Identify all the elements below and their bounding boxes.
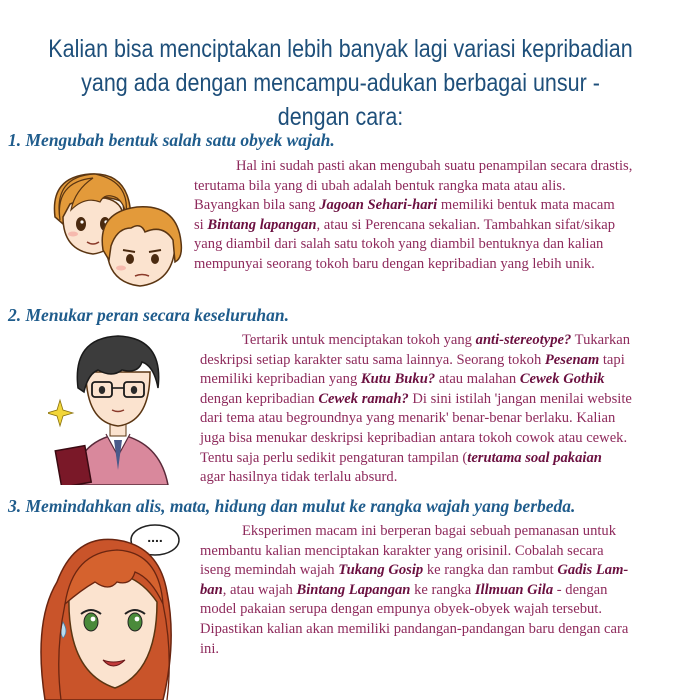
paragraph-line	[194, 157, 632, 177]
text-segment: agar hasilnya tidak terlalu absurd.	[200, 469, 398, 486]
text-segment: Bayangkan bila sang	[194, 197, 320, 214]
text-segment: Tukarkan	[571, 332, 631, 348]
paragraph-line	[200, 331, 632, 351]
text-segment: membantu kalian menciptakan karakter yang orisinil. Cobalah secara	[200, 542, 604, 559]
paragraph-line	[200, 620, 628, 640]
title-line-1: Kalian bisa menciptakan lebih banyak lagi variasi kepribadian	[48, 35, 633, 63]
paragraph-line	[194, 235, 632, 255]
highlighted-term: Illmuan Gila	[474, 581, 554, 598]
highlighted-term: Bintang Lapangan	[296, 581, 411, 598]
text-segment: , atau si Perencana sekalian. Tambahkan sifat/sikap	[316, 216, 616, 233]
paragraph-line	[200, 468, 632, 488]
text-segment: dari tema atau begroundnya yang menarik' benar-benar berlaku. Kalian	[200, 410, 616, 427]
text-segment: atau malahan	[435, 371, 520, 388]
text-segment: iseng memindah wajah	[200, 562, 339, 579]
highlighted-term: ban	[200, 581, 223, 598]
text-segment: Hal ini sudah pasti akan mengubah suatu penampilan secara drastis,	[236, 158, 633, 174]
highlighted-term: Cewek Gothik	[519, 371, 605, 388]
highlighted-term: terutama soal pakaian	[467, 449, 602, 466]
paragraph-line	[194, 177, 632, 197]
text-segment: ke rangka	[410, 581, 475, 598]
text-segment: yang diambil dari salah satu tokoh yang diambil bentuknya dan kalian	[194, 236, 604, 253]
highlighted-term: Tukang Gosip	[338, 562, 424, 579]
highlighted-term: Cewek ramah?	[318, 390, 409, 407]
text-segment: mempunyai seorang tokoh baru dengan kepribadian yang lebih unik.	[194, 255, 595, 272]
paragraph-line	[200, 370, 632, 390]
text-segment: Tentu saja perlu sedikit pengaturan tampilan (	[200, 449, 468, 466]
red-haired-girl-illustration	[35, 512, 200, 700]
highlighted-term: anti-stereotype?	[475, 332, 572, 348]
text-segment: memiliki bentuk mata macam	[437, 197, 615, 214]
paragraph-line	[200, 561, 628, 581]
section-3-paragraph	[200, 522, 628, 659]
text-segment: Tertarik untuk menciptakan tokoh yang	[242, 332, 476, 348]
highlighted-term: Bintang lapangan	[207, 216, 317, 233]
speech-bubble-text: ....	[147, 529, 163, 545]
two-boys-illustration	[45, 162, 185, 292]
highlighted-term: Kutu Buku?	[360, 371, 436, 388]
paragraph-line	[200, 409, 632, 429]
section-1-paragraph	[194, 157, 632, 275]
highlighted-term: Gadis Lam-	[557, 562, 629, 579]
text-segment: model pakaian serupa dengan empunya obyek-obyek wajah tersebut.	[200, 601, 602, 618]
section-2-paragraph	[200, 331, 632, 488]
paragraph-line	[200, 600, 628, 620]
text-segment: terutama bila yang di ubah adalah bentuk rangka mata atau alis.	[194, 177, 566, 194]
section-3-heading: 3. Memindahkan alis, mata, hidung dan mulut ke rangka wajah yang berbeda.	[8, 496, 576, 516]
page-title	[48, 32, 634, 134]
text-segment: deskripsi setiap karakter satu sama lainnya. Seorang tokoh	[200, 351, 545, 368]
highlighted-term: Jagoan Sehari-hari	[319, 197, 438, 214]
paragraph-line	[200, 429, 632, 449]
paragraph-line	[200, 351, 632, 371]
paragraph-line	[200, 522, 628, 542]
highlighted-term: Pesenam	[544, 351, 600, 368]
paragraph-line	[200, 542, 628, 562]
text-segment: Eksperimen macam ini berperan bagai sebuah pemanasan untuk	[242, 523, 617, 539]
paragraph-line	[194, 255, 632, 275]
text-segment: ini.	[200, 640, 220, 657]
text-segment: juga bisa menukar deskripsi kepribadian antara tokoh cowok atau cewek.	[200, 429, 628, 446]
text-segment: ke rangka dan rambut	[423, 562, 558, 579]
text-segment: dengan kepribadian	[200, 390, 319, 407]
bookworm-boy-illustration	[48, 330, 198, 485]
text-segment: memiliki kepribadian yang	[200, 371, 361, 388]
paragraph-line	[200, 640, 628, 660]
paragraph-line	[200, 390, 632, 410]
text-segment: Di sini istilah 'jangan menilai website	[408, 390, 632, 407]
section-1-heading: 1. Mengubah bentuk salah satu obyek wajah.	[8, 130, 335, 150]
paragraph-line	[194, 196, 632, 216]
paragraph-line	[200, 449, 632, 469]
section-2-heading: 2. Menukar peran secara keseluruhan.	[8, 305, 290, 325]
text-segment: Dipastikan kalian akan memiliki pandangan-pandangan baru dengan cara	[200, 620, 629, 637]
text-segment: , atau wajah	[222, 581, 297, 598]
title-line-2: yang ada dengan mencampu-adukan berbagai unsur - dengan cara:	[81, 69, 600, 131]
text-segment: - dengan	[553, 581, 608, 598]
paragraph-line	[194, 216, 632, 236]
text-segment: si	[194, 216, 208, 233]
paragraph-line	[200, 581, 628, 601]
text-segment: tapi	[599, 351, 625, 368]
